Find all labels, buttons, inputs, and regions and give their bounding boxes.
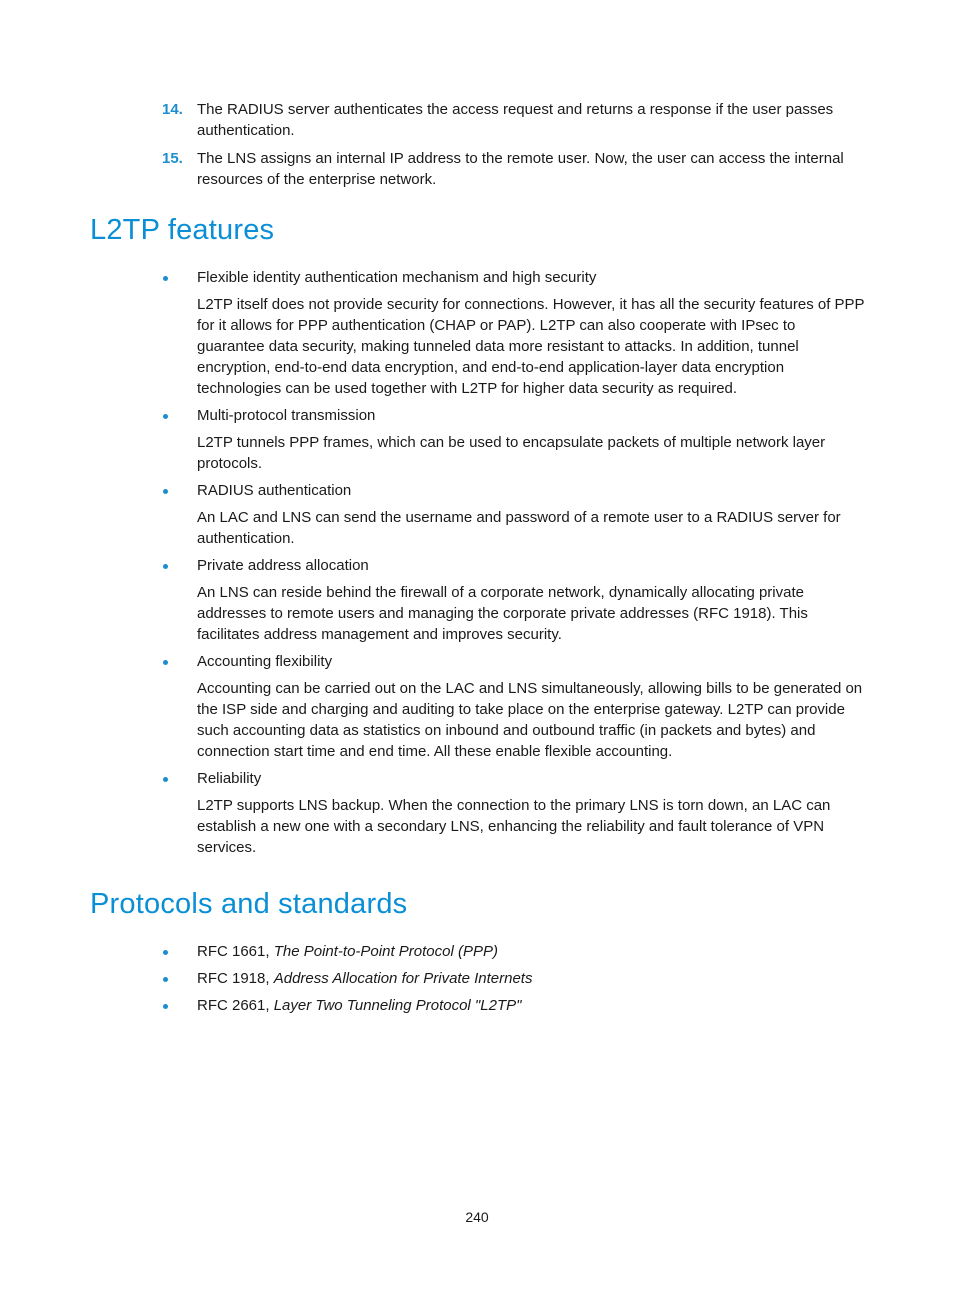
- bullet-icon: [163, 1004, 168, 1009]
- features-list: [162, 267, 867, 864]
- feature-description: Accounting can be carried out on the LAC and LNS simultaneously, allowing bills to be generated on the ISP side and charging and auditing to take place on the enterprise gateway. L2TP can provide such accounting data as statistics on inbound and outbound traffic (in packets and bytes) and connection start time and end time. All these enable flexible accounting.: [197, 680, 863, 760]
- bullet-icon: [163, 660, 168, 665]
- rfc-number: RFC 1661,: [197, 943, 270, 960]
- protocol-item: [162, 968, 867, 989]
- feature-title: RADIUS authentication: [197, 482, 352, 499]
- feature-description: L2TP tunnels PPP frames, which can be used to encapsulate packets of multiple network layer protocols.: [197, 434, 826, 472]
- feature-title: Flexible identity authentication mechanism and high security: [197, 269, 597, 286]
- feature-item: [162, 768, 867, 789]
- protocols-list: [162, 941, 867, 1022]
- rfc-number: RFC 2661,: [197, 997, 270, 1014]
- feature-item: [162, 267, 867, 288]
- bullet-icon: [163, 950, 168, 955]
- feature-description: L2TP supports LNS backup. When the connection to the primary LNS is torn down, an LAC can establish a new one with a secondary LNS, enhancing the reliability and fault tolerance of VPN services.: [197, 797, 831, 856]
- feature-title: Multi-protocol transmission: [197, 407, 376, 424]
- step-14: [162, 99, 867, 141]
- bullet-icon: [163, 489, 168, 494]
- protocol-item: [162, 941, 867, 962]
- feature-description: L2TP itself does not provide security for connections. However, it has all the security features of PPP for it allows for PPP authentication (CHAP or PAP). L2TP can also cooperate with IPsec to guarantee data security, making tunneled data more resistant to attacks. In addition, tunnel encryption, end-to-end data encryption, and end-to-end application-layer data encryption technologies can be used together with L2TP for higher data security as required.: [197, 296, 865, 397]
- feature-item: [162, 480, 867, 501]
- rfc-number: RFC 1918,: [197, 970, 270, 987]
- step-number: 14.: [162, 101, 183, 118]
- feature-item: [162, 555, 867, 576]
- bullet-icon: [163, 564, 168, 569]
- protocol-item: [162, 995, 867, 1016]
- features-heading: L2TP features: [90, 214, 275, 246]
- feature-description: An LAC and LNS can send the username and password of a remote user to a RADIUS server for authentication.: [197, 509, 841, 547]
- bullet-icon: [163, 414, 168, 419]
- rfc-title: The Point-to-Point Protocol (PPP): [273, 943, 498, 960]
- bullet-icon: [163, 276, 168, 281]
- feature-title: Reliability: [197, 770, 262, 787]
- step-number: 15.: [162, 150, 183, 167]
- feature-title: Private address allocation: [197, 557, 369, 574]
- feature-item: [162, 651, 867, 672]
- feature-description: An LNS can reside behind the firewall of a corporate network, dynamically allocating private addresses to remote users and managing the corporate private addresses (RFC 1918). This facilitates address management and improves security.: [197, 584, 808, 643]
- protocols-heading: Protocols and standards: [90, 888, 408, 920]
- page-number: 240: [465, 1209, 489, 1225]
- bullet-icon: [163, 977, 168, 982]
- step-text: The LNS assigns an internal IP address to the remote user. Now, the user can access the internal resources of the enterprise network.: [197, 150, 844, 188]
- bullet-icon: [163, 777, 168, 782]
- procedure-steps: [162, 99, 867, 197]
- rfc-title: Address Allocation for Private Internets: [273, 970, 533, 987]
- feature-title: Accounting flexibility: [197, 653, 333, 670]
- step-text: The RADIUS server authenticates the access request and returns a response if the user passes authentication.: [197, 101, 834, 139]
- feature-item: [162, 405, 867, 426]
- rfc-title: Layer Two Tunneling Protocol "L2TP": [273, 997, 522, 1014]
- step-15: [162, 148, 867, 190]
